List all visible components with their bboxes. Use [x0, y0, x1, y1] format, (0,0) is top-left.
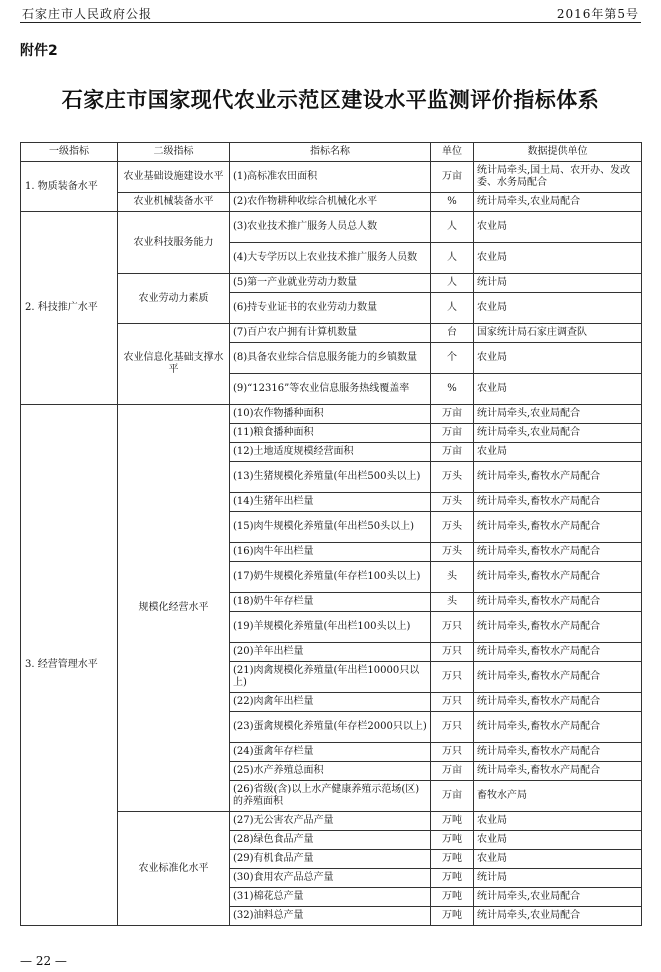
indicator-name: (26)省级(含)以上水产健康养殖示范场(区)的养殖面积: [230, 781, 431, 812]
indicator-unit: 万只: [431, 643, 474, 662]
indicator-source: 农业局: [474, 293, 642, 324]
level2-cell: 规模化经营水平: [118, 405, 230, 812]
indicator-name: (28)绿色食品产量: [230, 831, 431, 850]
table-row: [21, 212, 642, 243]
indicator-source: 统计局牵头,畜牧水产局配合: [474, 643, 642, 662]
indicator-unit: 万亩: [431, 424, 474, 443]
indicator-name: (14)生猪年出栏量: [230, 493, 431, 512]
indicator-source: 统计局牵头,畜牧水产局配合: [474, 762, 642, 781]
indicator-name: (7)百户农户拥有计算机数量: [230, 324, 431, 343]
table-row: [21, 405, 642, 424]
indicator-name: (24)蛋禽年存栏量: [230, 743, 431, 762]
indicator-source: 统计局牵头,畜牧水产局配合: [474, 593, 642, 612]
indicator-source: 统计局牵头,畜牧水产局配合: [474, 543, 642, 562]
indicator-unit: 台: [431, 324, 474, 343]
indicator-unit: 万头: [431, 512, 474, 543]
indicator-name: (15)肉牛规模化养殖量(年出栏50头以上): [230, 512, 431, 543]
indicator-unit: 万亩: [431, 405, 474, 424]
indicator-name: (4)大专学历以上农业技术推广服务人员数: [230, 243, 431, 274]
indicator-name: (5)第一产业就业劳动力数量: [230, 274, 431, 293]
indicator-unit: 人: [431, 274, 474, 293]
indicator-name: (8)具备农业综合信息服务能力的乡镇数量: [230, 343, 431, 374]
indicator-unit: 万只: [431, 743, 474, 762]
indicator-unit: 万吨: [431, 888, 474, 907]
indicator-name: (6)持专业证书的农业劳动力数量: [230, 293, 431, 324]
indicator-name: (9)“12316”等农业信息服务热线覆盖率: [230, 374, 431, 405]
indicator-unit: 万吨: [431, 907, 474, 926]
level2-cell: 农业科技服务能力: [118, 212, 230, 274]
indicator-name: (29)有机食品产量: [230, 850, 431, 869]
indicator-unit: 万头: [431, 543, 474, 562]
indicator-unit: 头: [431, 593, 474, 612]
indicator-unit: 头: [431, 562, 474, 593]
indicator-unit: %: [431, 374, 474, 405]
indicator-name: (25)水产养殖总面积: [230, 762, 431, 781]
indicator-unit: 人: [431, 293, 474, 324]
indicator-source: 统计局牵头,畜牧水产局配合: [474, 512, 642, 543]
indicator-source: 国家统计局石家庄调查队: [474, 324, 642, 343]
level2-cell: 农业信息化基础支撑水平: [118, 324, 230, 405]
table-header-row: [21, 143, 642, 162]
indicator-name: (12)土地适度规模经营面积: [230, 443, 431, 462]
indicator-source: 统计局: [474, 869, 642, 888]
col-header: 指标名称: [230, 143, 431, 162]
indicator-unit: 万吨: [431, 812, 474, 831]
page-header: [20, 4, 641, 23]
level2-cell: 农业机械装备水平: [118, 193, 230, 212]
gazette-name: 石家庄市人民政府公报: [22, 7, 153, 21]
indicator-name: (3)农业技术推广服务人员总人数: [230, 212, 431, 243]
col-header: 二级指标: [118, 143, 230, 162]
indicator-name: (27)无公害农产品产量: [230, 812, 431, 831]
indicator-unit: 个: [431, 343, 474, 374]
indicator-name: (31)棉花总产量: [230, 888, 431, 907]
indicator-unit: 万吨: [431, 869, 474, 888]
indicator-unit: 万亩: [431, 162, 474, 193]
document-title: 石家庄市国家现代农业示范区建设水平监测评价指标体系: [61, 88, 600, 112]
indicator-source: 统计局牵头,畜牧水产局配合: [474, 743, 642, 762]
indicator-unit: 万亩: [431, 443, 474, 462]
indicator-source: 农业局: [474, 374, 642, 405]
indicator-unit: 人: [431, 243, 474, 274]
indicator-source: 农业局: [474, 443, 642, 462]
indicator-table: [20, 142, 642, 926]
indicator-source: 统计局牵头,国土局、农开办、发改委、水务局配合: [474, 162, 642, 193]
indicator-source: 统计局牵头,畜牧水产局配合: [474, 662, 642, 693]
col-header: 单位: [431, 143, 474, 162]
indicator-name: (18)奶牛年存栏量: [230, 593, 431, 612]
indicator-name: (32)油料总产量: [230, 907, 431, 926]
indicator-name: (23)蛋禽规模化养殖量(年存栏2000只以上): [230, 712, 431, 743]
indicator-name: (30)食用农产品总产量: [230, 869, 431, 888]
level2-cell: 农业标准化水平: [118, 812, 230, 926]
indicator-name: (11)粮食播种面积: [230, 424, 431, 443]
indicator-name: (2)农作物耕种收综合机械化水平: [230, 193, 431, 212]
level1-cell: 3. 经营管理水平: [21, 405, 118, 926]
indicator-source: 统计局牵头,畜牧水产局配合: [474, 612, 642, 643]
indicator-source: 农业局: [474, 831, 642, 850]
indicator-unit: %: [431, 193, 474, 212]
indicator-unit: 万亩: [431, 762, 474, 781]
indicator-source: 农业局: [474, 812, 642, 831]
indicator-source: 统计局: [474, 274, 642, 293]
indicator-name: (21)肉禽规模化养殖量(年出栏10000只以上): [230, 662, 431, 693]
indicator-name: (20)羊年出栏量: [230, 643, 431, 662]
indicator-name: (22)肉禽年出栏量: [230, 693, 431, 712]
table-row: [21, 162, 642, 193]
indicator-source: 统计局牵头,农业局配合: [474, 888, 642, 907]
indicator-source: 统计局牵头,畜牧水产局配合: [474, 693, 642, 712]
indicator-source: 统计局牵头,农业局配合: [474, 405, 642, 424]
indicator-unit: 万只: [431, 612, 474, 643]
indicator-source: 统计局牵头,畜牧水产局配合: [474, 712, 642, 743]
level2-cell: 农业劳动力素质: [118, 274, 230, 324]
level1-cell: 2. 科技推广水平: [21, 212, 118, 405]
indicator-unit: 万吨: [431, 831, 474, 850]
indicator-source: 农业局: [474, 850, 642, 869]
indicator-unit: 万头: [431, 462, 474, 493]
level1-cell: 1. 物质装备水平: [21, 162, 118, 212]
indicator-source: 农业局: [474, 243, 642, 274]
indicator-name: (13)生猪规模化养殖量(年出栏500头以上): [230, 462, 431, 493]
indicator-name: (10)农作物播种面积: [230, 405, 431, 424]
issue-number: 2016年第5号: [556, 7, 639, 21]
page-number: — 22 —: [20, 954, 67, 968]
indicator-unit: 人: [431, 212, 474, 243]
indicator-unit: 万头: [431, 493, 474, 512]
indicator-source: 统计局牵头,畜牧水产局配合: [474, 462, 642, 493]
indicator-source: 统计局牵头,农业局配合: [474, 424, 642, 443]
level2-cell: 农业基础设施建设水平: [118, 162, 230, 193]
col-header: 一级指标: [21, 143, 118, 162]
indicator-source: 统计局牵头,畜牧水产局配合: [474, 493, 642, 512]
indicator-unit: 万亩: [431, 781, 474, 812]
indicator-name: (17)奶牛规模化养殖量(年存栏100头以上): [230, 562, 431, 593]
indicator-unit: 万只: [431, 693, 474, 712]
indicator-source: 统计局牵头,畜牧水产局配合: [474, 562, 642, 593]
indicator-source: 农业局: [474, 212, 642, 243]
indicator-unit: 万只: [431, 712, 474, 743]
indicator-unit: 万只: [431, 662, 474, 693]
indicator-source: 畜牧水产局: [474, 781, 642, 812]
indicator-unit: 万吨: [431, 850, 474, 869]
indicator-source: 统计局牵头,农业局配合: [474, 193, 642, 212]
indicator-source: 统计局牵头,农业局配合: [474, 907, 642, 926]
indicator-name: (16)肉牛年出栏量: [230, 543, 431, 562]
annex-label: 附件2: [20, 43, 58, 59]
indicator-source: 农业局: [474, 343, 642, 374]
col-header: 数据提供单位: [474, 143, 642, 162]
indicator-name: (1)高标准农田面积: [230, 162, 431, 193]
indicator-name: (19)羊规模化养殖量(年出栏100头以上): [230, 612, 431, 643]
